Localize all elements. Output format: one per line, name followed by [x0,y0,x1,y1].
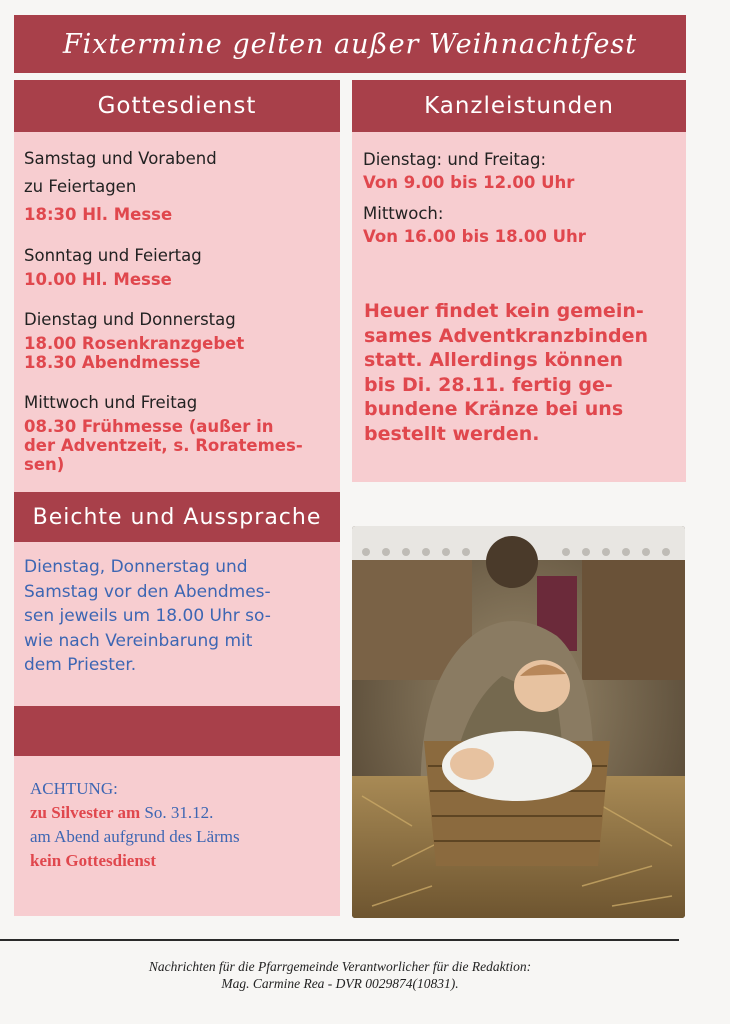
confession-title: Beichte und Aussprache [32,504,322,530]
notice-alert: zu Silvester am [30,803,141,822]
nativity-illustration [352,526,685,918]
confession-line: Dienstag, Donnerstag und [24,557,248,577]
advent-line: bundene Kränze bei uns [364,398,624,420]
notice-heading: ACHTUNG: [30,779,118,798]
office-hours-wed [363,202,681,248]
service-day-label: Dienstag und Donnerstag [24,310,236,329]
footer-line: Nachrichten für die Pfarrgemeinde Verantworlicher für die Redaktion: [148,959,532,974]
empty-band [14,706,340,756]
service-time: der Adventzeit, s. Roratemes- [24,436,303,455]
service-time: sen) [24,455,65,474]
footer-credits [0,958,680,992]
office-time: Von 16.00 bis 18.00 Uhr [363,227,586,246]
confession-line: sen jeweils um 18.00 Uhr so- [24,606,271,626]
service-time: 18.30 Abendmesse [24,353,201,372]
confession-text [24,555,332,678]
service-block-saturday [24,145,336,224]
notice-date: So. 31.12. [140,803,214,822]
confession-line: wie nach Vereinbarung mit [24,630,253,651]
service-block-tue-thu [24,306,336,372]
footer-line: Mag. Carmine Rea - DVR 0029874(10831). [221,976,459,991]
service-day-label: Samstag und Vorabend [24,149,217,168]
footer-divider [0,939,679,941]
office-hours-tue-fri [363,148,681,194]
nativity-photo [352,526,685,918]
service-time: 08.30 Frühmesse (außer in [24,417,274,436]
service-time: 18.00 Rosenkranzgebet [24,334,245,353]
office-day-label: Mittwoch: [363,204,444,223]
service-time: 18:30 Hl. Messe [24,205,173,224]
top-banner [14,15,686,73]
banner-title: Fixtermine gelten außer Weihnachtfest [62,28,638,60]
gottesdienst-header [14,80,340,132]
advent-line: bis Di. 28.11. fertig ge- [364,373,613,396]
service-day-label: Sonntag und Feiertag [24,246,202,265]
gottesdienst-title: Gottesdienst [97,93,257,119]
service-day-label: zu Feiertagen [24,177,137,196]
service-block-wed-fri [24,389,336,474]
office-time: Von 9.00 bis 12.00 Uhr [363,173,575,192]
confession-line: dem Priester. [24,655,137,675]
advent-wreath-notice [364,299,682,446]
service-day-label: Mittwoch und Freitag [24,393,198,412]
kanzleistunden-header [352,80,686,132]
kanzleistunden-title: Kanzleistunden [424,93,614,119]
notice-line: am Abend aufgrund des Lärms [30,827,240,846]
advent-line: Heuer findet kein gemein- [364,300,644,322]
advent-line: statt. Allerdings können [364,349,624,371]
silvester-notice [30,777,330,873]
confession-header [14,492,340,542]
service-block-sunday [24,242,336,289]
office-day-label: Dienstag: und Freitag: [363,150,547,169]
notice-alert-line: kein Gottesdienst [30,851,157,870]
advent-line: sames Adventkranzbinden [364,324,648,347]
confession-line: Samstag vor den Abendmes- [24,581,271,602]
advent-line: bestellt werden. [364,422,540,445]
service-time: 10.00 Hl. Messe [24,270,172,289]
notice-line [30,801,330,825]
